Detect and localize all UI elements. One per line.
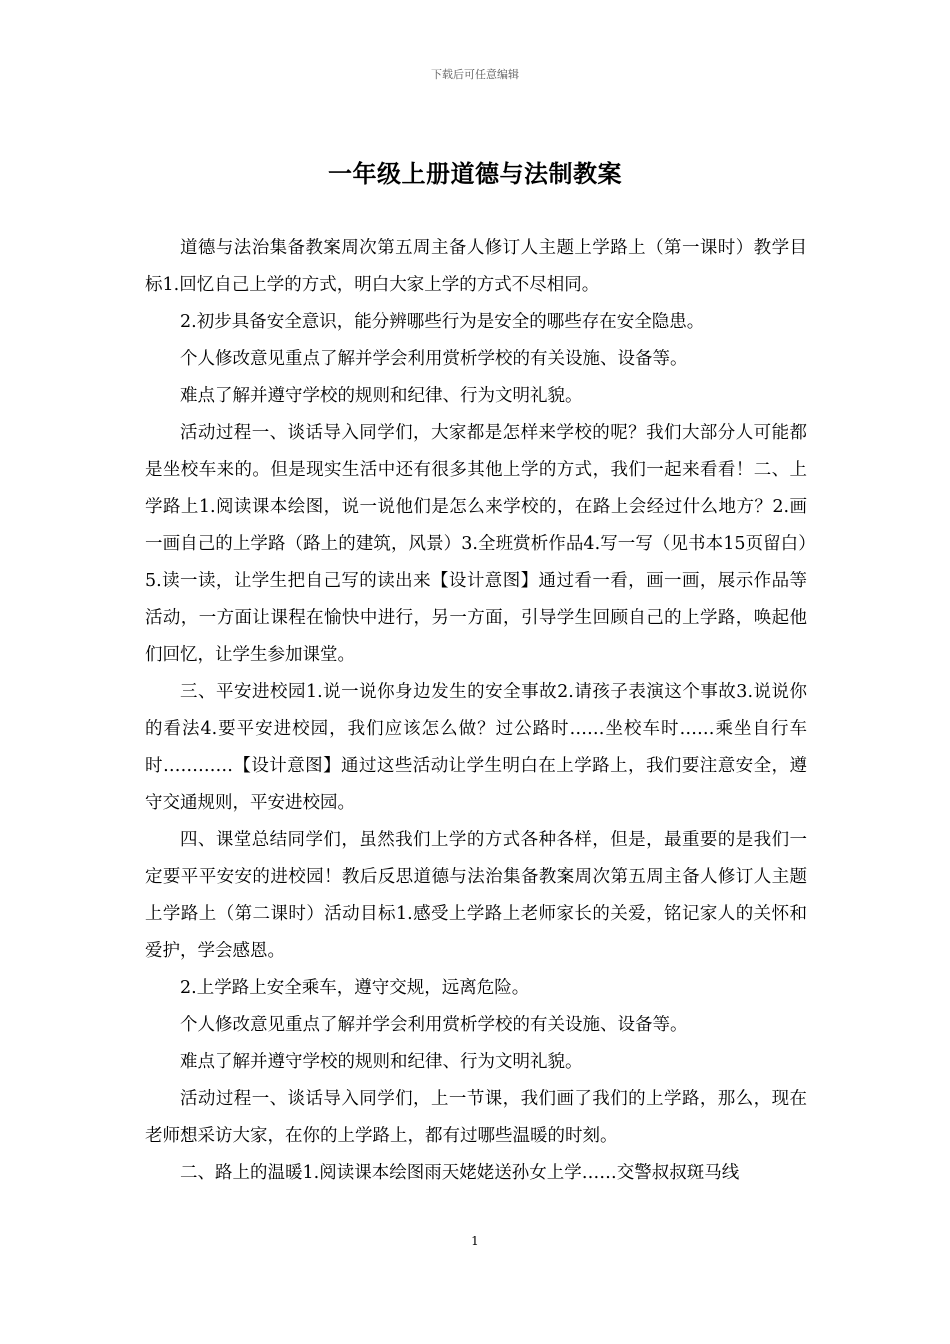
page-header-note: 下载后可任意编辑 <box>431 68 519 81</box>
paragraph: 难点了解并遵守学校的规则和纪律、行为文明礼貌。 <box>180 1052 583 1072</box>
page-number: 1 <box>471 1234 479 1248</box>
paragraph: 道德与法治集备教案周次第五周主备人修订人主题上学路上（第一课时）教学目标1.回忆自己上学的方式，明白大家上学的方式不尽相同。 <box>145 238 807 295</box>
paragraph: 2.初步具备安全意识，能分辨哪些行为是安全的哪些存在安全隐患。 <box>180 312 705 332</box>
paragraph: 活动过程一、谈话导入同学们，上一节课，我们画了我们的上学路，那么，现在老师想采访大家，在你的上学路上，都有过哪些温暖的时刻。 <box>145 1089 807 1146</box>
paragraph: 2.上学路上安全乘车，遵守交规，远离危险。 <box>180 978 530 998</box>
paragraph: 活动过程一、谈话导入同学们，大家都是怎样来学校的呢？我们大部分人可能都是坐校车来的。但是现实生活中还有很多其他上学的方式，我们一起来看看！二、上学路上1.阅读课本绘图，说一说他们是怎么来学校的，在路上会经过什么地方？2.画一画自己的上学路（路上的建筑，风景）3.全班赏析作品4.写一写（见书本15页留白）5.读一读，让学生把自己写的读出来【设计意图】通过看一看，画一画，展示作品等活动，一方面让课程在愉快中进行，另一方面，引导学生回顾自己的上学路，唤起他们回忆，让学生参加课堂。 <box>145 423 807 665</box>
paragraph: 四、课堂总结同学们，虽然我们上学的方式各种各样，但是，最重要的是我们一定要平平安安的进校园！教后反思道德与法治集备教案周次第五周主备人修订人主题上学路上（第二课时）活动目标1.感受上学路上老师家长的关爱，铭记家人的关怀和爱护，学会感恩。 <box>145 830 807 961</box>
document-title: 一年级上册道德与法制教案 <box>328 160 622 188</box>
paragraph: 三、平安进校园1.说一说你身边发生的安全事故2.请孩子表演这个事故3.说说你的看法4.要平安进校园，我们应该怎么做？过公路时……坐校车时……乘坐自行车时…………【设计意图】通过这些活动让学生明白在上学路上，我们要注意安全，遵守交通规则，平安进校园。 <box>145 682 807 813</box>
paragraph: 个人修改意见重点了解并学会利用赏析学校的有关设施、设备等。 <box>180 1015 688 1035</box>
paragraph: 二、路上的温暖1.阅读课本绘图雨天姥姥送孙女上学……交警叔叔斑马线 <box>180 1163 740 1183</box>
paragraph: 个人修改意见重点了解并学会利用赏析学校的有关设施、设备等。 <box>180 349 688 369</box>
document-body <box>145 230 807 1192</box>
paragraph: 难点了解并遵守学校的规则和纪律、行为文明礼貌。 <box>180 386 583 406</box>
